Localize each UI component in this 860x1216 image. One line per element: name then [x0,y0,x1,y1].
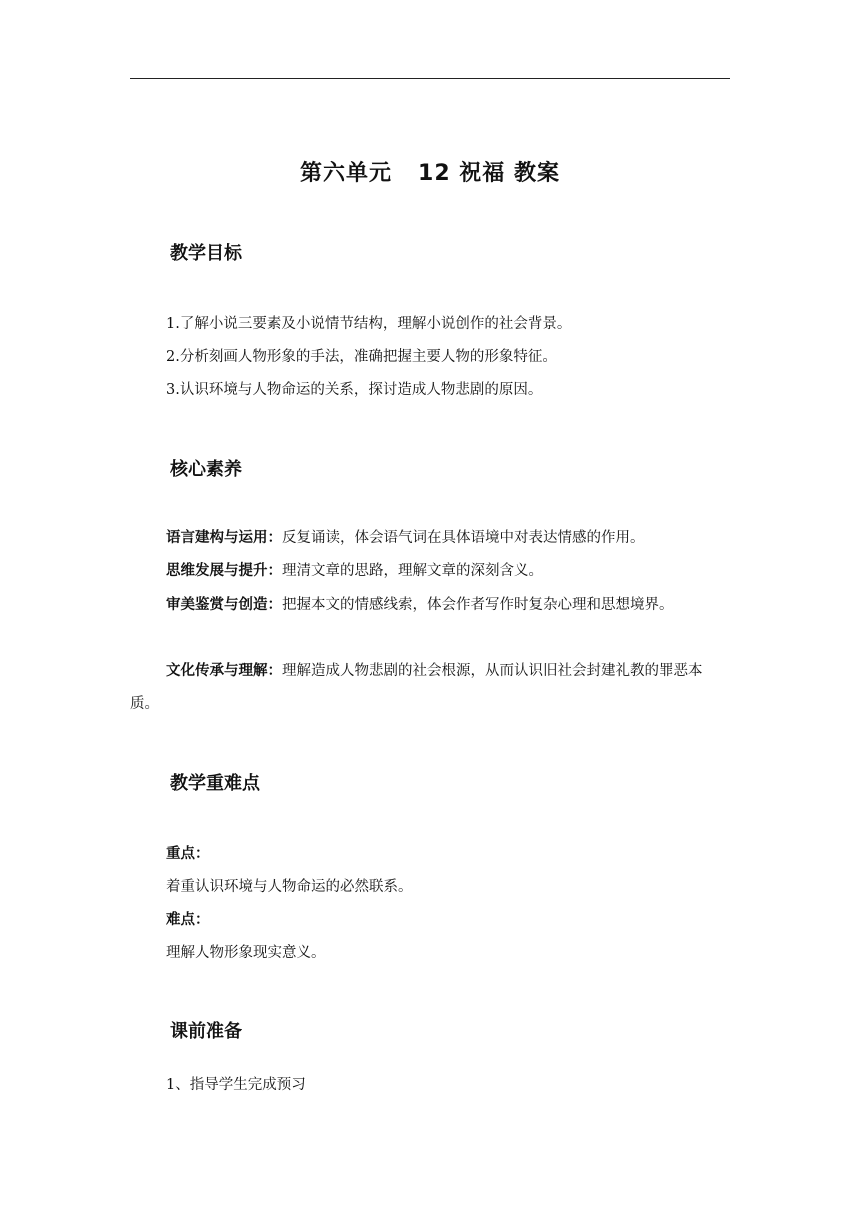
core-item-1 [166,527,645,549]
objectives-heading: 教学目标 [170,243,242,264]
core-item-3-label: 审美鉴赏与创造： [166,596,282,613]
core-item-3 [130,588,730,622]
core-item-2 [166,560,543,582]
core-item-2-label: 思维发展与提升： [166,562,282,579]
core-item-2-text: 理清文章的思路，理解文章的深刻含义。 [282,563,543,579]
header-rule [130,78,730,79]
core-item-4-label: 文化传承与理解： [166,662,282,679]
difficult-label: 难点： [166,911,210,928]
objective-item-3: 3.认识环境与人物命运的关系，探讨造成人物悲剧的原因。 [166,382,543,398]
keypoints-heading: 教学重难点 [170,773,260,794]
prep-heading: 课前准备 [170,1021,242,1042]
core-item-1-text: 反复诵读，体会语气词在具体语境中对表达情感的作用。 [282,530,645,546]
objective-item-2: 2.分析刻画人物形象的手法，准确把握主要人物的形象特征。 [166,349,557,365]
objective-item-1: 1.了解小说三要素及小说情节结构，理解小说创作的社会背景。 [166,316,572,332]
core-item-4-text: 理解造成人物悲剧的社会根源，从而认识旧社会封建礼教的罪恶本质。 [130,663,703,712]
core-item-4 [130,654,730,721]
core-heading: 核心素养 [170,459,242,480]
core-item-1-label: 语言建构与运用： [166,529,282,546]
difficult-text: 理解人物形象现实意义。 [166,945,326,961]
prep-item-1: 1、指导学生完成预习 [166,1077,306,1093]
page-title: 第六单元 12 祝福 教案 [300,161,560,186]
core-item-3-text: 把握本文的情感线索，体会作者写作时复杂心理和思想境界。 [282,597,674,613]
key-text: 着重认识环境与人物命运的必然联系。 [166,879,413,895]
key-label: 重点： [166,845,210,862]
